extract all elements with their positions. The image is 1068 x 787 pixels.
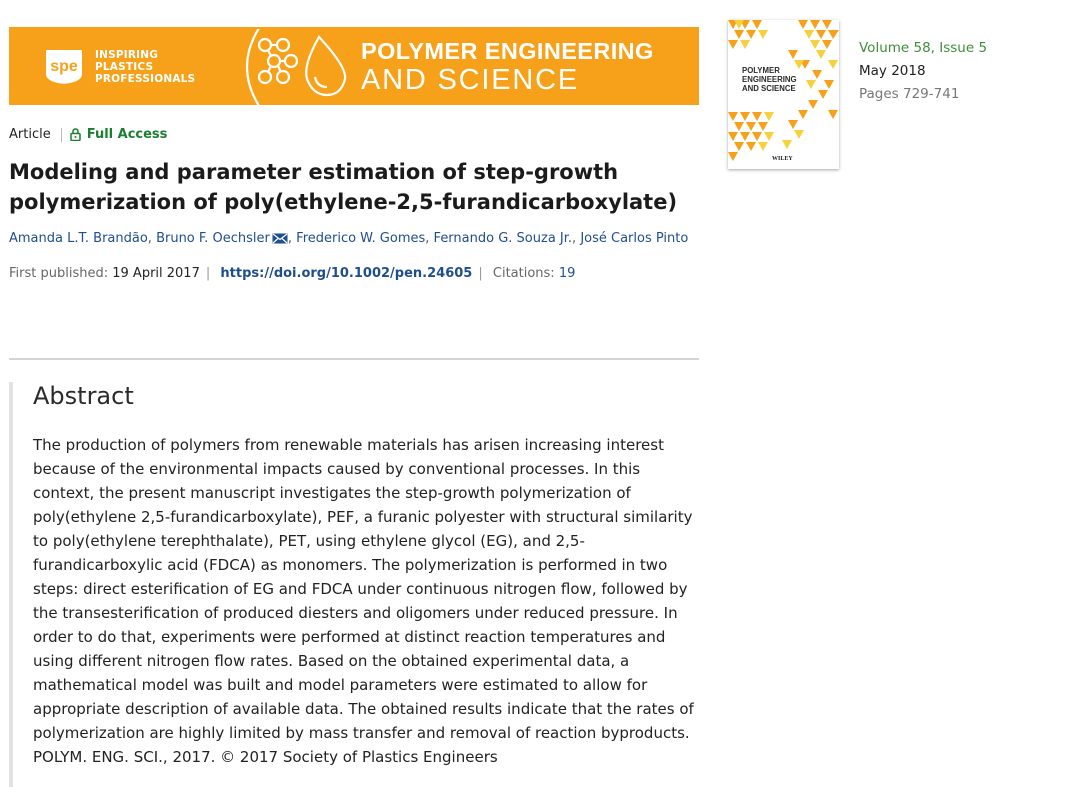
- journal-cover[interactable]: [728, 20, 839, 169]
- access-badge: [70, 127, 168, 142]
- first-published-date: 19 April 2017: [112, 266, 200, 281]
- society-tagline: INSPIRING PLASTICS PROFESSIONALS: [95, 49, 196, 85]
- author-list: Amanda L.T. Brandão, Bruno F. Oechsler , Frederico W. Gomes, Fernando G. Souza Jr., José Carlos Pinto: [9, 231, 689, 246]
- citations-count[interactable]: 19: [558, 266, 576, 281]
- cover-title: POLYMER ENGINEERING AND SCIENCE: [742, 66, 797, 93]
- spe-logo: [43, 47, 85, 85]
- journal-title: [361, 38, 654, 95]
- abstract-heading: Abstract: [33, 382, 134, 410]
- publication-info: First published: 19 April 2017 | https://doi.org/10.1002/pen.24605 | Citations: 19: [9, 266, 576, 281]
- author-link-1[interactable]: Amanda L.T. Brandão: [9, 231, 148, 246]
- molecule-icon: [231, 29, 357, 105]
- abstract-text: The production of polymers from renewable materials has arisen increasing interest because of the environmental impacts caused by conventional processes. In this context, the present manuscript investigates the step-growth polymerization of poly(ethylene 2,5-furandicarboxylate), PEF, a furanic polyester with structural similarity to poly(ethylene terephthalate), PET, using ethylene glycol (EG), and 2,5-furandicarboxylic acid (FDCA) as monomers. The polymerization is performed in two steps: direct esterification of EG and FDCA under continuous nitrogen flow, followed by the transesterification of produced diesters and oligomers under reduced pressure. In order to do that, experiments were performed at distinct reaction temperatures and using different nitrogen flow rates. Based on the obtained experimental data, a mathematical model was built and model parameters were estimated to allow for appropriate description of available data. The obtained results indicate that the rates of polymerization are highly limited by mass transfer and removal of reaction byproducts. POLYM. ENG. SCI., 2017. © 2017 Society of Plastics Engineers: [33, 436, 694, 766]
- issue-pages: Pages 729-741: [859, 86, 960, 102]
- author-link-4[interactable]: Fernando G. Souza Jr.: [433, 231, 573, 246]
- access-label: Full Access: [86, 127, 168, 142]
- cover-pattern: [728, 20, 839, 169]
- author-link-5[interactable]: José Carlos Pinto: [580, 231, 689, 246]
- abstract-section: [9, 382, 703, 787]
- citations-label: Citations:: [492, 266, 555, 281]
- meta-separator: [61, 128, 62, 142]
- article-type: Article: [9, 127, 51, 142]
- author-link-3[interactable]: Frederico W. Gomes: [296, 231, 426, 246]
- spe-logo-text: spe: [50, 58, 78, 75]
- cover-publisher: WILEY: [772, 156, 793, 162]
- doi-link[interactable]: https://doi.org/10.1002/pen.24605: [220, 266, 473, 281]
- author-link-2[interactable]: Bruno F. Oechsler: [156, 231, 270, 246]
- lock-icon: [70, 128, 81, 141]
- journal-banner[interactable]: [9, 27, 699, 105]
- first-published-label: First published:: [9, 266, 109, 281]
- article-meta-row: [9, 127, 167, 142]
- issue-info: [859, 37, 987, 106]
- volume-issue-link[interactable]: Volume 58, Issue 5: [859, 40, 988, 56]
- issue-date: May 2018: [859, 63, 926, 79]
- section-divider: [9, 358, 699, 360]
- article-title: Modeling and parameter estimation of step-growth polymerization of poly(ethylene-2,5-furandicarboxylate): [9, 160, 678, 214]
- journal-title-line2: AND SCIENCE: [361, 64, 579, 96]
- envelope-icon[interactable]: [272, 233, 288, 244]
- journal-title-line1: POLYMER ENGINEERING: [361, 38, 654, 64]
